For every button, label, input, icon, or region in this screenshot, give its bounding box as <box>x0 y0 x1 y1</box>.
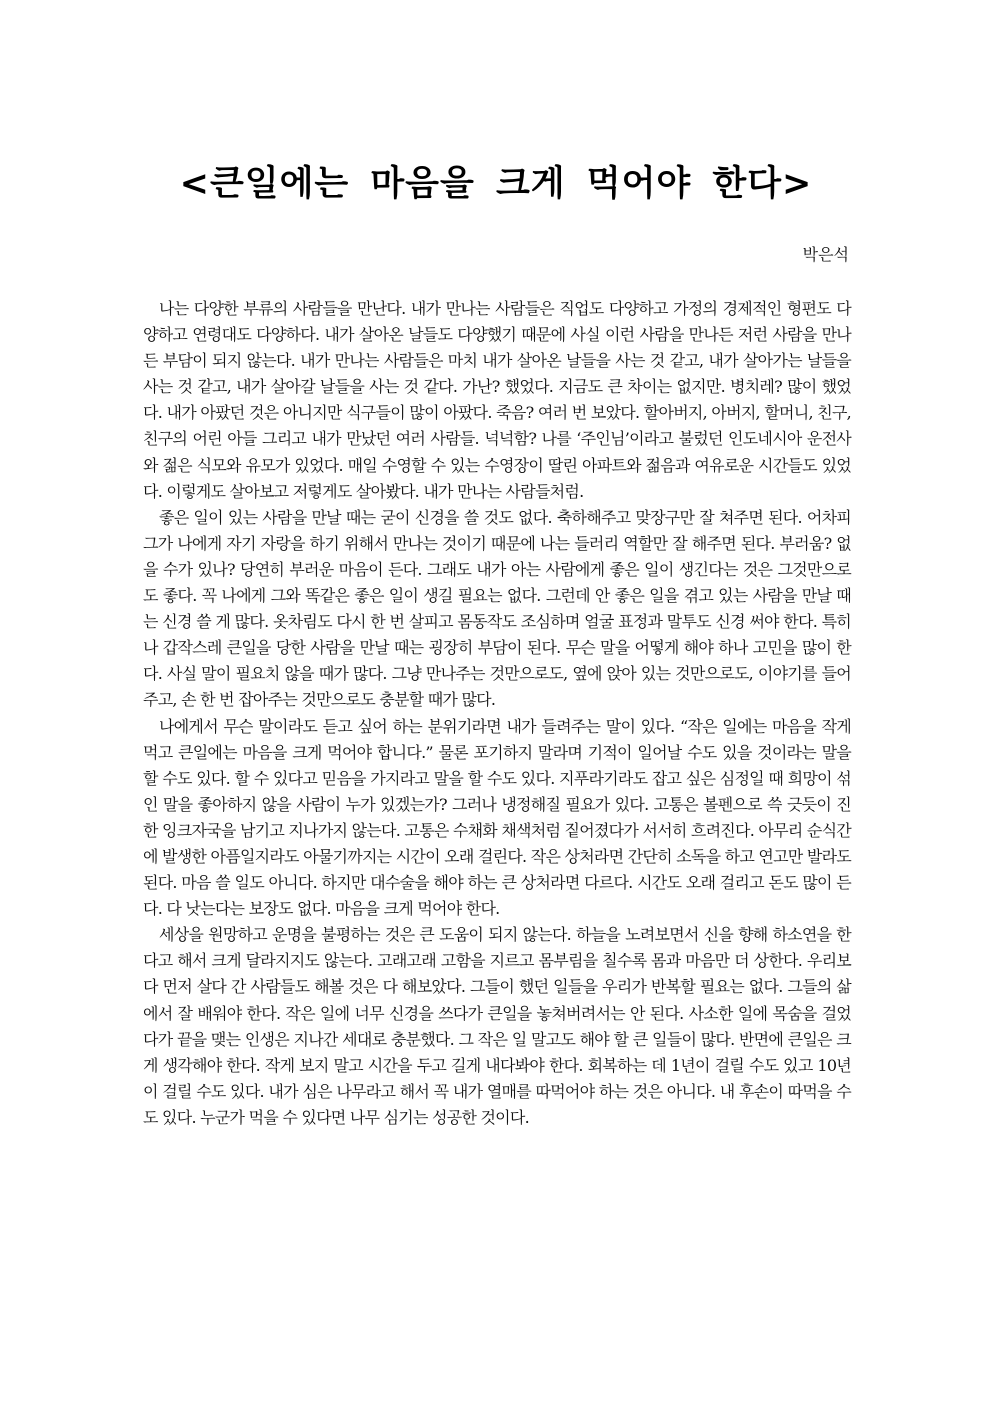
paragraph-2: 좋은 일이 있는 사람을 만날 때는 굳이 신경을 쓸 것도 없다. 축하해주고 맞장구만 잘 쳐주면 된다. 어차피 그가 나에게 자기 자랑을 하기 위해서 만나는 것이기 때문에 나는 들러리 역할만 잘 해주면 된다. 부러움? 없을 수가 있나? 당연히 부러운 마음이 든다. 그래도 내가 아는 사람에게 좋은 일이 생긴다는 것은 그것만으로도 좋다. 꼭 나에게 그와 똑같은 좋은 일이 생길 필요는 없다. 그런데 안 좋은 일을 겪고 있는 사람을 만날 때는 신경 쓸 게 많다. 옷차림도 다시 한 번 살피고 몸동작도 조심하며 얼굴 표정과 말투도 신경 써야 한다. 특히나 갑작스레 큰일을 당한 사람을 만날 때는 굉장히 부담이 된다. 무슨 말을 어떻게 해야 하나 고민을 많이 한다. 사실 말이 필요치 않을 때가 많다. 그냥 만나주는 것만으로도, 옆에 앉아 있는 것만으로도, 이야기를 들어주고, 손 한 번 잡아주는 것만으로도 충분할 때가 많다. <box>143 507 851 710</box>
document-body <box>143 296 851 1131</box>
author-name: 박은석 <box>802 245 849 264</box>
document-title: <큰일에는 마음을 크게 먹어야 한다> <box>179 164 813 204</box>
paragraph-3: 나에게서 무슨 말이라도 듣고 싶어 하는 분위기라면 내가 들려주는 말이 있다. “작은 일에는 마음을 작게 먹고 큰일에는 마음을 크게 먹어야 합니다.” 물론 포기하지 말라며 기적이 일어날 수도 있을 것이라는 말을 할 수도 있다. 할 수 있다고 믿음을 가지라고 말을 할 수도 있다. 지푸라기라도 잡고 싶은 심정일 때 희망이 섞인 말을 좋아하지 않을 사람이 누가 있겠는가? 그러나 냉정해질 필요가 있다. 고통은 볼펜으로 쓱 긋듯이 진한 잉크자국을 남기고 지나가지 않는다. 고통은 수채화 채색처럼 짙어졌다가 서서히 흐려진다. 아무리 순식간에 발생한 아픔일지라도 아물기까지는 시간이 오래 걸린다. 작은 상처라면 간단히 소독을 하고 연고만 발라도 된다. 마음 쓸 일도 아니다. 하지만 대수술을 해야 하는 큰 상처라면 다르다. 시간도 오래 걸리고 돈도 많이 든다. 다 낫는다는 보장도 없다. 마음을 크게 먹어야 한다. <box>143 716 851 919</box>
paragraph-1: 나는 다양한 부류의 사람들을 만난다. 내가 만나는 사람들은 직업도 다양하고 가정의 경제적인 형편도 다양하고 연령대도 다양하다. 내가 살아온 날들도 다양했기 때문에 사실 이런 사람을 만나든 저런 사람을 만나든 부담이 되지 않는다. 내가 만나는 사람들은 마치 내가 살아온 날들을 사는 것 같고, 내가 살아가는 날들을 사는 것 같고, 내가 살아갈 날들을 사는 것 같다. 가난? 했었다. 지금도 큰 차이는 없지만. 병치레? 많이 했었다. 내가 아팠던 것은 아니지만 식구들이 많이 아팠다. 죽음? 여러 번 보았다. 할아버지, 아버지, 할머니, 친구, 친구의 어린 아들 그리고 내가 만났던 여러 사람들. 넉넉함? 나를 ‘주인님’이라고 불렀던 인도네시아 운전사와 젊은 식모와 유모가 있었다. 매일 수영할 수 있는 수영장이 딸린 아파트와 젊음과 여유로운 시간들도 있었다. 이렇게도 살아보고 저렇게도 살아봤다. 내가 만나는 사람들처럼. <box>143 299 851 501</box>
paragraph-4: 세상을 원망하고 운명을 불평하는 것은 큰 도움이 되지 않는다. 하늘을 노려보면서 신을 향해 하소연을 한다고 해서 크게 달라지지도 않는다. 고래고래 고함을 지르고 몸부림을 칠수록 몸과 마음만 더 상한다. 우리보다 먼저 살다 간 사람들도 해볼 것은 다 해보았다. 그들이 했던 일들을 우리가 반복할 필요는 없다. 그들의 삶에서 잘 배워야 한다. 작은 일에 너무 신경을 쓰다가 큰일을 놓쳐버려서는 안 된다. 사소한 일에 목숨을 걸었다가 끝을 맺는 인생은 지나간 세대로 충분했다. 그 작은 일 말고도 해야 할 큰 일들이 많다. 반면에 큰일은 크게 생각해야 한다. 작게 보지 말고 시간을 두고 길게 내다봐야 한다. 회복하는 데 1년이 걸릴 수도 있고 10년이 걸릴 수도 있다. 내가 심은 나무라고 해서 꼭 내가 열매를 따먹어야 하는 것은 아니다. 내 후손이 따먹을 수도 있다. 누군가 먹을 수 있다면 나무 심기는 성공한 것이다. <box>143 925 851 1127</box>
